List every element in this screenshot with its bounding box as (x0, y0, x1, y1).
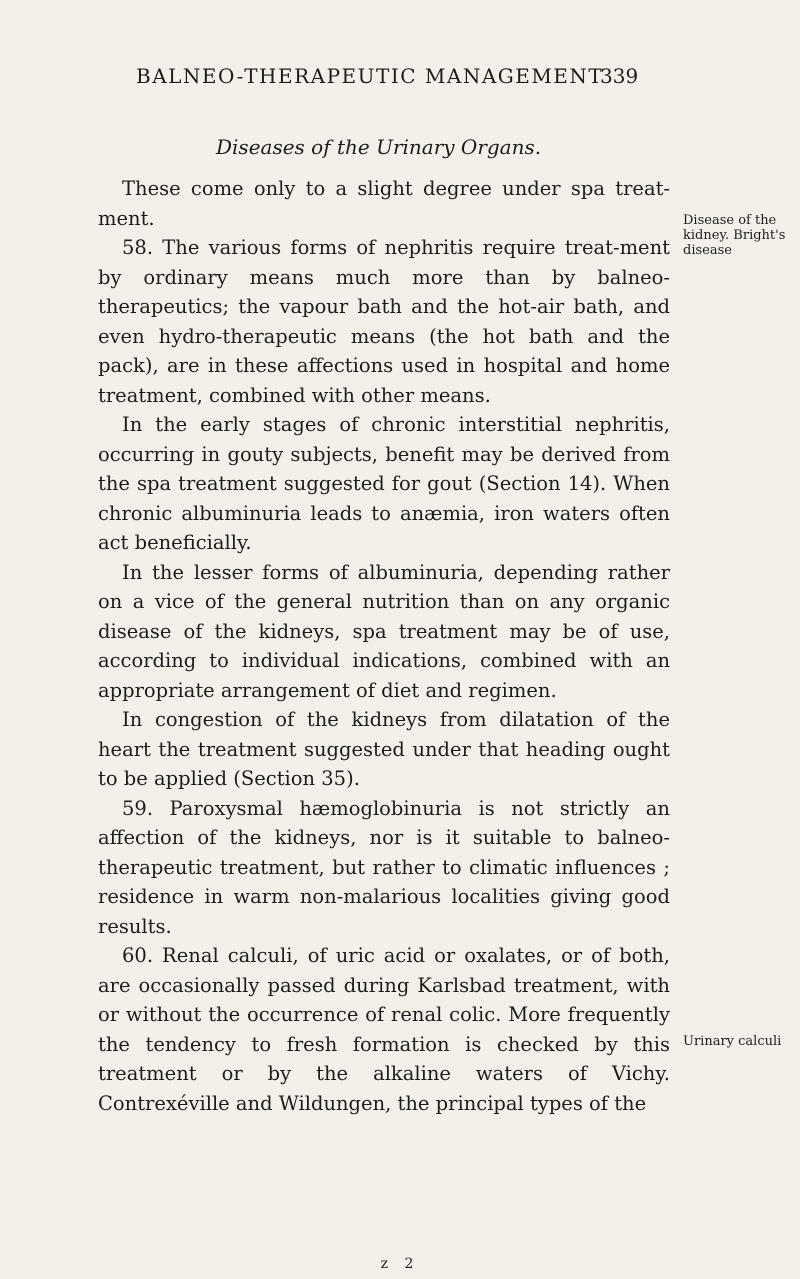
body-text (98, 174, 670, 1118)
page-number: 339 (600, 64, 639, 88)
paragraph-59: 59. Paroxysmal hæmoglobinuria is not strictly an affection of the kidneys, nor is it suitable to balneo-therapeutic treatment, but rather to climatic influences ; residence in warm non-malarious localities giving good results. (98, 796, 670, 938)
paragraph-intro: These come only to a slight degree under spa treat- (122, 177, 670, 200)
paragraph-albuminuria: In the lesser forms of albuminuria, depending rather on a vice of the general nutrition than on any organic disease of the kidneys, spa treatment may be of use, according to individual indications, combined with an appropriate arrangement of diet and regimen. (98, 560, 670, 702)
running-title: BALNEO-THERAPEUTIC MANAGEMENT (136, 64, 604, 88)
paragraph-58: 58. The various forms of nephritis require treat-ment by ordinary means much more than by balneo-therapeutics; the vapour bath and the hot-air bath, and even hydro-therapeutic means (the hot bath and the pack), are in these affections used in hospital and home treatment, combined with other means. (98, 236, 670, 407)
section-heading: Diseases of the Urinary Organs. (216, 135, 542, 159)
sidenote-kidney-disease: Disease of the kidney. Bright's disease (683, 213, 786, 258)
paragraph-interstitial: In the early stages of chronic interstitial nephritis, occurring in gouty subjects, benefit may be derived from the spa treatment suggested for gout (Section 14). When chronic albuminuria leads to anæmia, iron waters often act beneficially. (98, 413, 670, 554)
sidenote-urinary-calculi: Urinary calculi (683, 1034, 782, 1049)
signature-mark: z 2 (380, 1256, 420, 1272)
running-head (0, 64, 800, 94)
paragraph-intro-end: ment. (98, 206, 155, 230)
paragraph-60: 60. Renal calculi, of uric acid or oxalates, or of both, are occasionally passed during Karlsbad treatment, with or without the occurrence of renal colic. More frequently the tendency to fresh formation is checked by this treatment or by the alkaline waters of Vichy. Contrexéville and Wildungen, the principal types of the (98, 944, 670, 1115)
paragraph-congestion: In congestion of the kidneys from dilatation of the heart the treatment suggested under that heading ought to be applied (Section 35). (98, 708, 670, 790)
